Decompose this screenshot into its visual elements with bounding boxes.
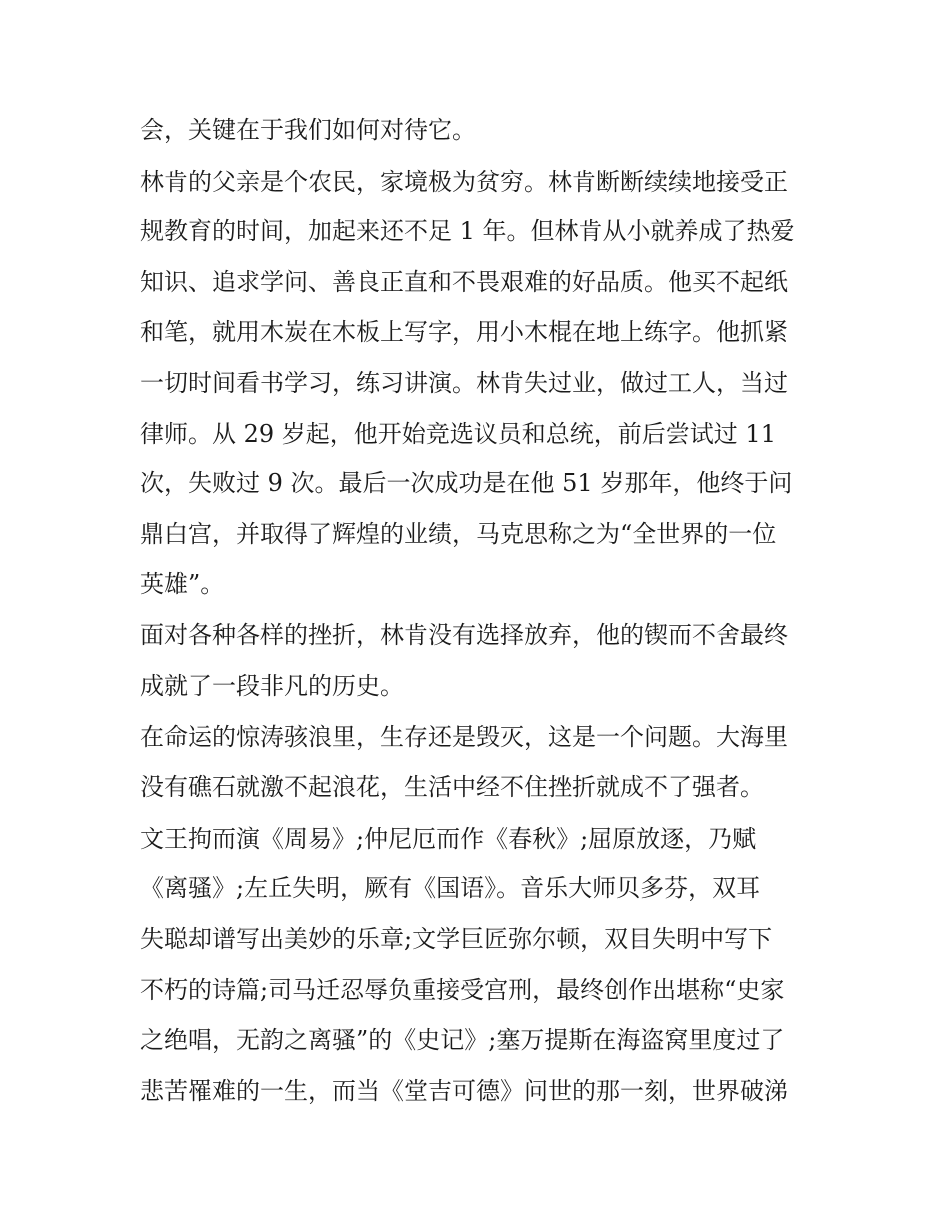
text-line: 不朽的诗篇;司马迁忍辱负重接受宫刑，最终创作出堪称“史家 <box>140 976 785 1004</box>
text-line: 英雄”。 <box>140 570 225 598</box>
text-line: 和笔，就用木炭在木板上写字，用小木棍在地上练字。他抓紧 <box>140 318 788 346</box>
text-line: 律师。从 29 岁起，他开始竞选议员和总统，前后尝试过 11 <box>140 420 776 448</box>
text-line: 会，关键在于我们如何对待它。 <box>140 116 476 144</box>
text-line: 面对各种各样的挫折，林肯没有选择放弃，他的锲而不舍最终 <box>140 621 788 649</box>
text-line: 林肯的父亲是个农民，家境极为贫穷。林肯断断续续地接受正 <box>140 168 788 196</box>
text-line: 在命运的惊涛骇浪里，生存还是毁灭，这是一个问题。大海里 <box>140 723 788 751</box>
text-line: 一切时间看书学习，练习讲演。林肯失过业，做过工人，当过 <box>140 369 788 397</box>
text-line: 《离骚》;左丘失明，厥有《国语》。音乐大师贝多芬，双耳 <box>140 874 761 902</box>
text-line: 知识、追求学问、善良正直和不畏艰难的好品质。他买不起纸 <box>140 268 788 296</box>
text-line: 鼎白宫，并取得了辉煌的业绩，马克思称之为“全世界的一位 <box>140 520 777 548</box>
text-line: 文王拘而演《周易》;仲尼厄而作《春秋》;屈原放逐，乃赋 <box>140 825 757 853</box>
text-line: 悲苦罹难的一生，而当《堂吉可德》问世的那一刻，世界破涕 <box>140 1077 788 1105</box>
text-line: 成就了一段非凡的历史。 <box>140 672 404 700</box>
text-line: 次，失败过 9 次。最后一次成功是在他 51 岁那年，他终于问 <box>140 469 793 497</box>
text-line: 规教育的时间，加起来还不足 1 年。但林肯从小就养成了热爱 <box>140 217 795 245</box>
text-line: 没有礁石就激不起浪花，生活中经不住挫折就成不了强者。 <box>140 773 764 801</box>
text-line: 之绝唱，无韵之离骚”的《史记》;塞万提斯在海盗窝里度过了 <box>140 1026 785 1054</box>
text-line: 失聪却谱写出美妙的乐章;文学巨匠弥尔顿，双目失明中写下 <box>140 925 773 953</box>
